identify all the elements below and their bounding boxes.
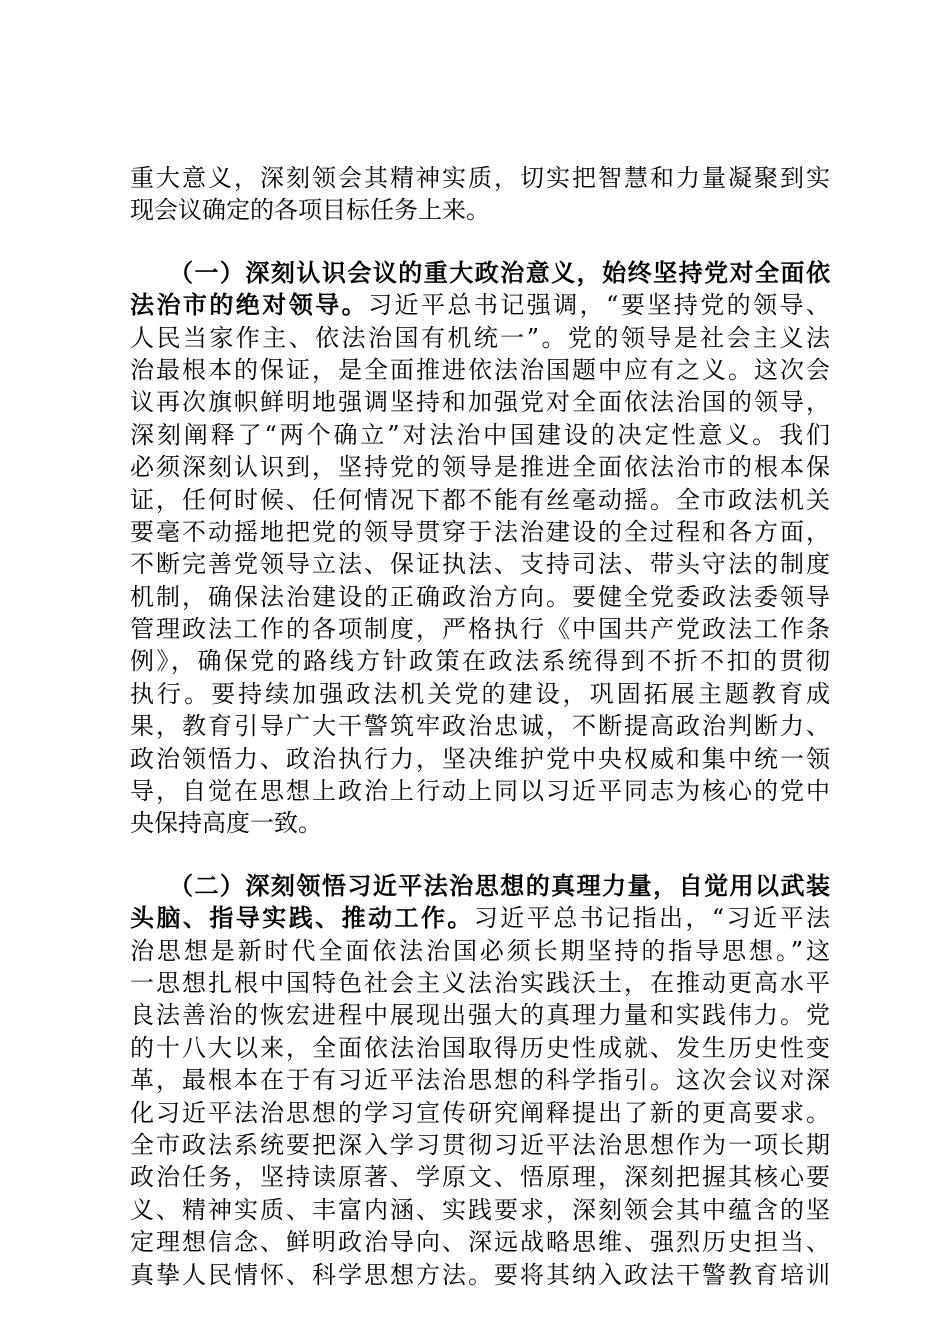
text-line: 义、精神实质、丰富内涵、实践要求，深刻领会其中蕴含的坚	[130, 1195, 830, 1224]
text-line: 政治任务，坚持读原著、学原文、悟原理，深刻把握其核心要	[130, 1163, 830, 1192]
text-line: 革，最根本在于有习近平法治思想的科学指引。这次会议对深	[130, 1066, 830, 1095]
text-line-mixed	[130, 902, 830, 934]
text-line: 现会议确定的各项目标任务上来。	[130, 196, 490, 225]
text-line: 良法善治的恢宏进程中展现出强大的真理力量和实践伟力。党	[130, 1001, 830, 1030]
text-line: 政治领悟力、政治执行力，坚决维护党中央权威和集中统一领	[130, 744, 830, 773]
text-line: 治最根本的保证，是全面推进依法治国题中应有之义。这次会	[130, 355, 830, 384]
text-segment: 习近平总书记指出，“习近平法	[473, 904, 830, 933]
text-line: 议再次旗帜鲜明地强调坚持和加强党对全面依法治国的领导，	[130, 388, 830, 417]
text-line: 机制，确保法治建设的正确政治方向。要健全党委政法委领导	[130, 582, 830, 611]
section-heading-line: （二）深刻领悟习近平法治思想的真理力量，自觉用以武装	[130, 870, 830, 900]
section-heading-line: （一）深刻认识会议的重大政治意义，始终坚持党对全面依	[130, 257, 830, 287]
text-segment: 习近平总书记强调，“要坚持党的领导、	[368, 291, 830, 320]
section-heading-tail: 法治市的绝对领导。	[130, 290, 369, 320]
text-line: 执行。要持续加强政法机关党的建设，巩固拓展主题教育成	[130, 679, 830, 708]
paragraph-section-2	[130, 870, 830, 1291]
text-line: 要毫不动摇地把党的领导贯穿于法治建设的全过程和各方面，	[130, 517, 830, 546]
text-line: 深刻阐释了“两个确立”对法治中国建设的决定性意义。我们	[130, 420, 830, 449]
text-line: 不断完善党领导立法、保证执法、支持司法、带头守法的制度	[130, 550, 830, 579]
text-line: 重大意义，深刻领会其精神实质，切实把智慧和力量凝聚到实	[130, 164, 830, 192]
text-line: 证，任何时候、任何情况下都不能有丝毫动摇。全市政法机关	[130, 485, 830, 514]
text-line: 治思想是新时代全面依法治国必须长期坚持的指导思想。”这	[130, 936, 830, 965]
paragraph-section-1	[130, 257, 830, 840]
document-page	[130, 162, 830, 1321]
text-line: 导，自觉在思想上政治上行动上同以习近平同志为核心的党中	[130, 777, 830, 806]
section-heading-tail: 头脑、指导实践、推动工作。	[130, 903, 474, 933]
text-line: 央保持高度一致。	[130, 809, 322, 838]
text-line-mixed	[130, 289, 830, 321]
text-line: 一思想扎根中国特色社会主义法治实践沃土，在推动更高水平	[130, 968, 830, 997]
paragraph-intro	[130, 162, 830, 227]
text-line: 的十八大以来，全面依法治国取得历史性成就、发生历史性变	[130, 1033, 830, 1062]
text-line: 化习近平法治思想的学习宣传研究阐释提出了新的更高要求。	[130, 1098, 830, 1127]
text-line: 人民当家作主、依法治国有机统一”。党的领导是社会主义法	[130, 323, 830, 352]
text-line: 管理政法工作的各项制度，严格执行《中国共产党政法工作条	[130, 615, 830, 644]
text-line: 果，教育引导广大干警筑牢政治忠诚，不断提高政治判断力、	[130, 712, 830, 741]
text-line: 真挚人民情怀、科学思想方法。要将其纳入政法干警教育培训	[130, 1260, 830, 1289]
text-line: 定理想信念、鲜明政治导向、深远战略思维、强烈历史担当、	[130, 1228, 830, 1257]
text-line: 全市政法系统要把深入学习贯彻习近平法治思想作为一项长期	[130, 1130, 830, 1159]
text-line: 例》，确保党的路线方针政策在政法系统得到不折不扣的贯彻	[130, 647, 830, 676]
text-line: 必须深刻认识到，坚持党的领导是推进全面依法治市的根本保	[130, 453, 830, 482]
